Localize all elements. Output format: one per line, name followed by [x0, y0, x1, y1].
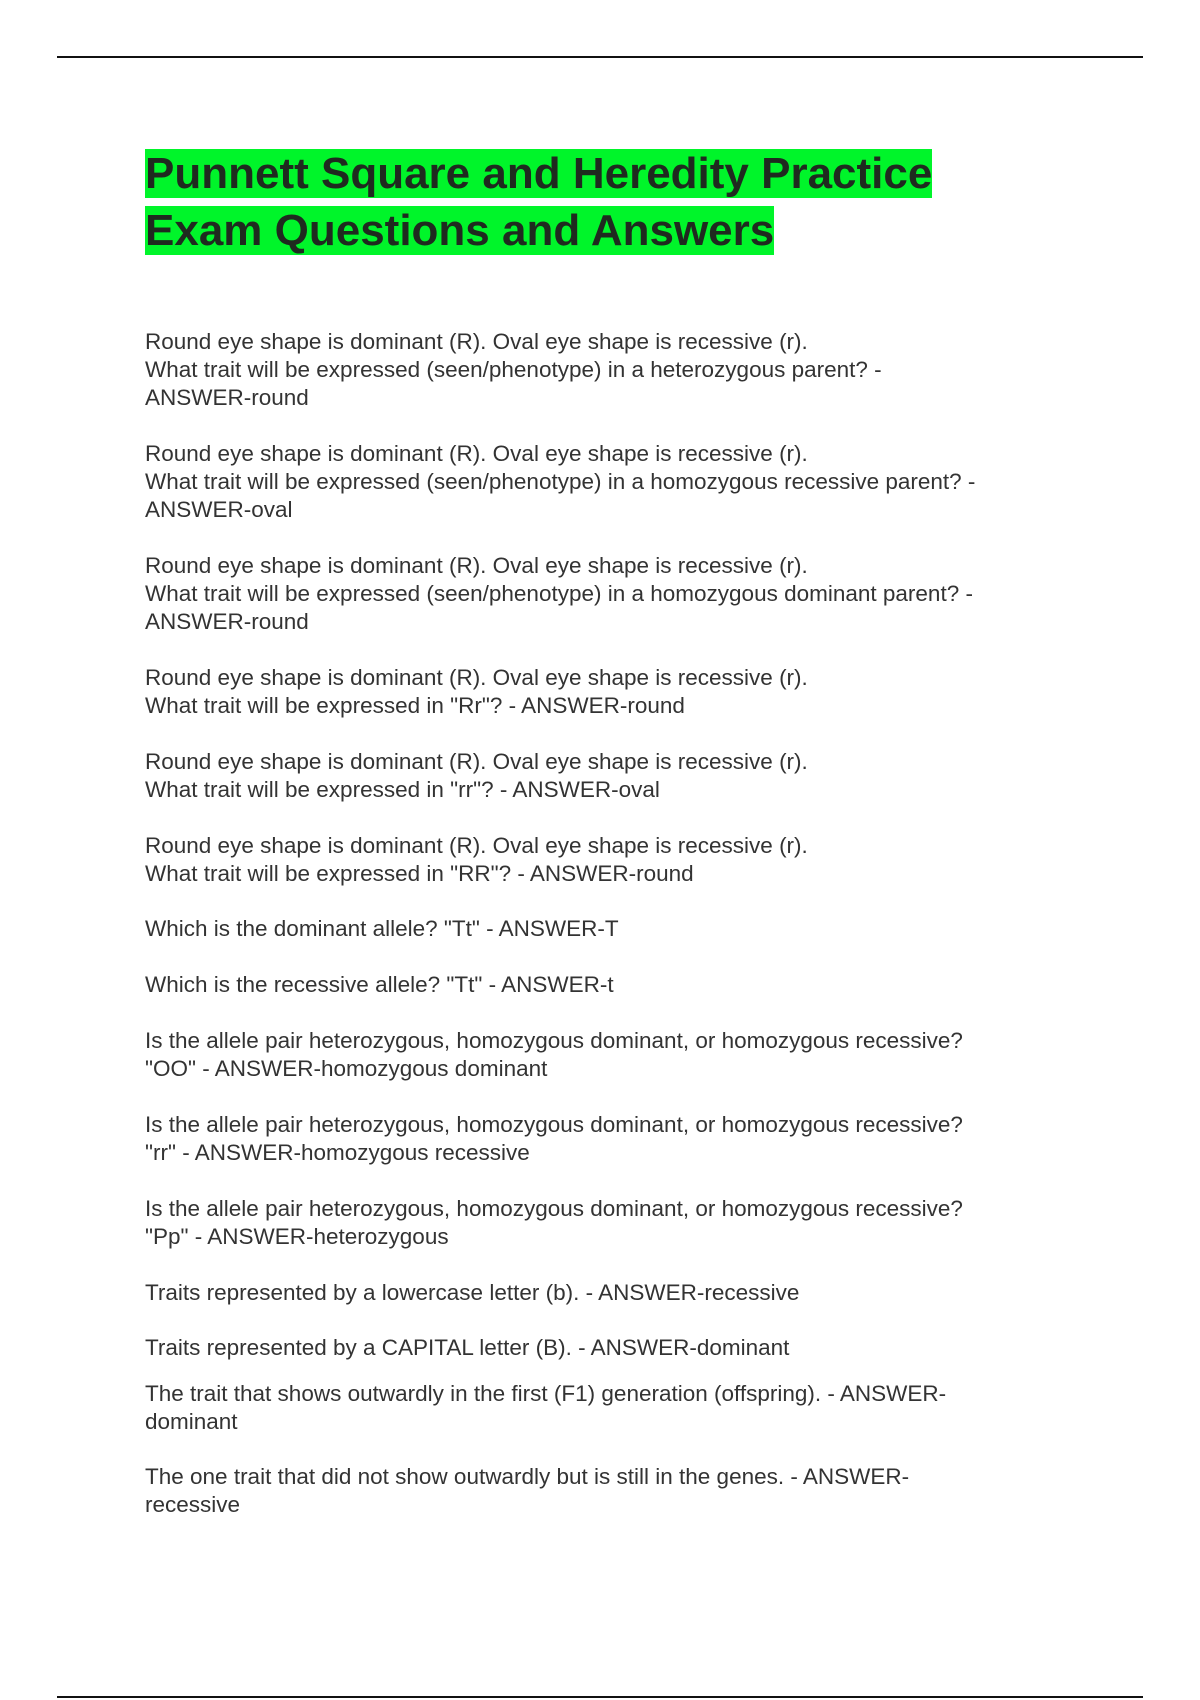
qa-item: Round eye shape is dominant (R). Oval eye shape is recessive (r). What trait will be expressed in "rr"? - ANSWER-oval [145, 749, 808, 802]
header-rule [57, 56, 1143, 58]
qa-item: Is the allele pair heterozygous, homozygous dominant, or homozygous recessive? "Pp" - ANSWER-heterozygous [145, 1196, 963, 1249]
qa-item: Traits represented by a CAPITAL letter (B). - ANSWER-dominant [145, 1335, 790, 1360]
footer-rule [57, 1696, 1143, 1698]
title-highlight: Punnett Square and Heredity Practice Exam Questions and Answers [145, 149, 933, 255]
qa-item: The trait that shows outwardly in the first (F1) generation (offspring). - ANSWER- dominant [145, 1381, 947, 1434]
qa-item: Which is the dominant allele? "Tt" - ANSWER-T [145, 916, 619, 941]
qa-item: Is the allele pair heterozygous, homozygous dominant, or homozygous recessive? "OO" - ANSWER-homozygous dominant [145, 1028, 963, 1081]
qa-item: The one trait that did not show outwardly but is still in the genes. - ANSWER- recessive [145, 1464, 910, 1517]
qa-item: Traits represented by a lowercase letter (b). - ANSWER-recessive [145, 1280, 800, 1305]
qa-item: Round eye shape is dominant (R). Oval eye shape is recessive (r). What trait will be expressed (seen/phenotype) in a heterozygous parent? - ANSWER-round [145, 329, 882, 410]
qa-item: Round eye shape is dominant (R). Oval eye shape is recessive (r). What trait will be expressed in "Rr"? - ANSWER-round [145, 665, 808, 718]
qa-item: Which is the recessive allele? "Tt" - ANSWER-t [145, 972, 614, 997]
qa-item: Round eye shape is dominant (R). Oval eye shape is recessive (r). What trait will be expressed (seen/phenotype) in a homozygous recessive parent? - ANSWER-oval [145, 441, 976, 522]
qa-item: Round eye shape is dominant (R). Oval eye shape is recessive (r). What trait will be expressed (seen/phenotype) in a homozygous dominant parent? - ANSWER-round [145, 553, 973, 634]
qa-item: Is the allele pair heterozygous, homozygous dominant, or homozygous recessive? "rr" - ANSWER-homozygous recessive [145, 1112, 963, 1165]
qa-item: Round eye shape is dominant (R). Oval eye shape is recessive (r). What trait will be expressed in "RR"? - ANSWER-round [145, 833, 808, 886]
page-title [145, 145, 1045, 259]
